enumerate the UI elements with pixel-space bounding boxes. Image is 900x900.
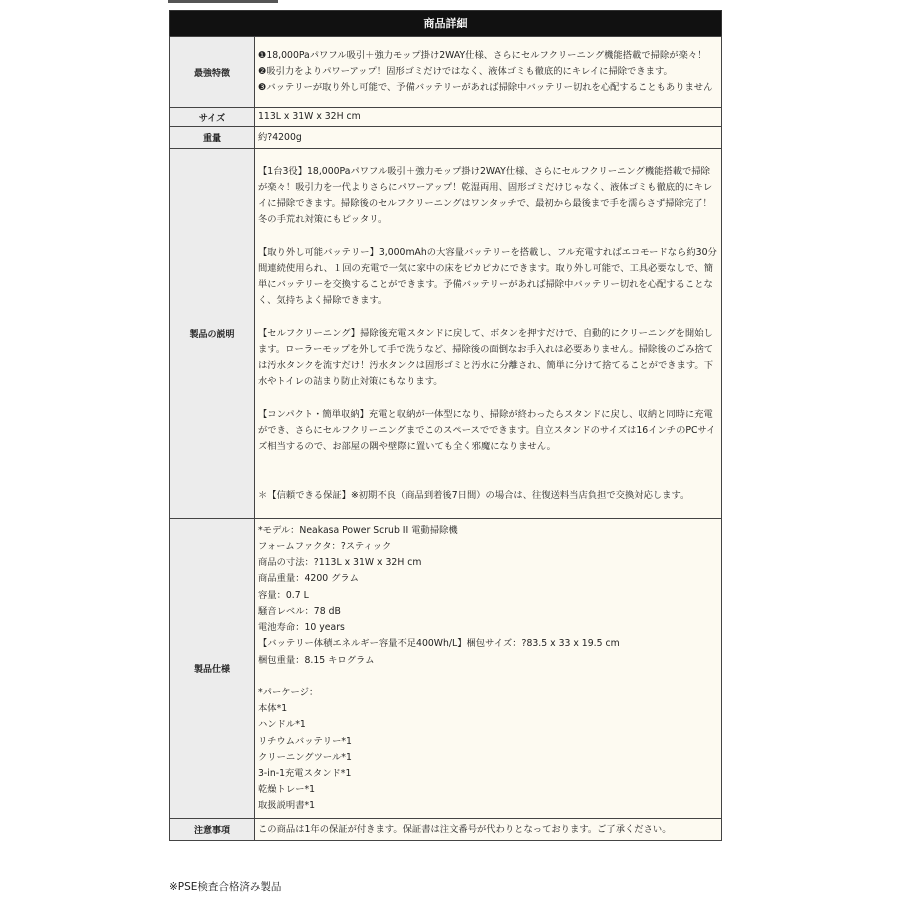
spec-table [169,36,722,841]
row-label-specifications: 製品仕様 [170,519,255,819]
table-row [170,519,722,819]
table-row [170,149,722,519]
product-details-sheet [169,10,722,841]
table-row [170,108,722,127]
row-label-notes: 注意事項 [170,819,255,841]
table-row [170,819,722,841]
row-value-weight: 約?4200g [255,127,722,149]
row-label-description: 製品の説明 [170,149,255,519]
table-row [170,127,722,149]
row-value-specifications: *モデル：Neakasa Power Scrub II 電動掃除機 フォームファクタ：?スティック 商品の寸法：?113L x 31W x 32H cm 商品重量：4200 グラム 容量：0.7 L 騒音レベル：78 dB 電池寿命：10 years 【バッテリー体積エネルギー容量不足400Wh/L】梱包サイズ：?83.5 x 33 x 19.5 cm 梱包重量：8.15 キログラム *パーケージ： 本体*1 ハンドル*1 リチウムバッテリー*1 クリーニングツール*1 3-in-1充電スタンド*1 乾燥トレー*1 取扱説明書*1 [255,519,722,819]
row-label-weight: 重量 [170,127,255,149]
row-value-description: 【1台3役】18,000Paパワフル吸引＋強力モップ掛け2WAY仕様、さらにセルフクリーニング機能搭載で掃除が楽々！吸引力を一代よりさらにパワーアップ！乾湿両用、固形ゴミだけじゃなく、液体ゴミも徹底的にキレイに掃除できます。掃除後のセルフクリーニングはワンタッチで、最初から最後まで手を濡らさず掃除完了！冬の手荒れ対策にもピッタリ。 【取り外し可能バッテリー】3,000mAhの大容量バッテリーを搭載し、フル充電すればエコモードなら約30分間連続使用られ、１回の充電で一気に家中の床をピカピカにできます。取り外し可能で、工具必要なしで、簡単にバッテリーを交換することができます。予備バッテリーがあれば掃除中バッテリー切れを心配することなく、気持ちよく掃除できます。 【セルフクリーニング】掃除後充電スタンドに戻して、ボタンを押すだけで、自動的にクリーニングを開始します。ローラーモップを外して手で洗うなど、掃除後の面倒なお手入れは必要ありません。掃除後のごみ捨ては汚水タンクを流すだけ！汚水タンクは固形ゴミと汚水に分離され、簡単に分けて捨てることができます。下水やトイレの詰まり防止対策にもなります。 【コンパクト・簡単収納】充電と収納が一体型になり、掃除が終わったらスタンドに戻し、収納と同時に充電ができ、さらにセルフクリーニングまでこのスペースでできます。自立スタンドのサイズは16インチのPCサイズ相当するので、お部屋の隅や壁際に置いても全く邪魔になりません。 ＊【信頼できる保証】※初期不良（商品到着後7日間）の場合は、往復送料当店負担で交換対応します。 [255,149,722,519]
top-edge-bar [168,0,278,3]
pse-certification-note: ※PSE検査合格済み製品 [169,881,282,893]
table-row [170,37,722,108]
row-value-size: 113L x 31W x 32H cm [255,108,722,127]
row-label-features: 最強特徴 [170,37,255,108]
row-value-notes: この商品は1年の保証が付きます。保証書は注文番号が代わりとなっております。ご了承ください。 [255,819,722,841]
row-value-features: ❶18,000Paパワフル吸引＋強力モップ掛け2WAY仕様、さらにセルフクリーニング機能搭載で掃除が楽々！ ❷吸引力をよりパワーアップ！固形ゴミだけではなく、液体ゴミも徹底的にキレイに掃除できます。 ❸バッテリーが取り外し可能で、予備バッテリーがあれば掃除中バッテリー切れを心配することもありません [255,37,722,108]
row-label-size: サイズ [170,108,255,127]
section-title: 商品詳細 [169,10,722,36]
